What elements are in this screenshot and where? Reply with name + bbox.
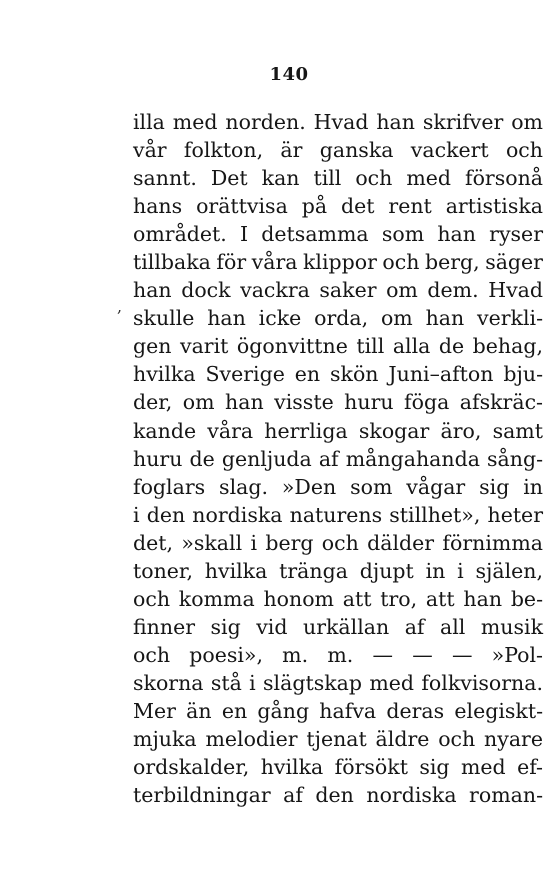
page-number: 140 <box>269 64 309 85</box>
text-line: terbildningar af den nordiska roman- <box>133 783 543 808</box>
text-line: kande våra herrliga skogar äro, samt <box>133 418 543 443</box>
body-text <box>133 108 543 809</box>
text-line: han dock vackra saker om dem. Hvad <box>133 278 543 303</box>
text-line: och poesi», m. m. — — — »Pol- <box>133 642 543 667</box>
text-line: hvilka Sverige en skön Juni–afton bju- <box>133 362 543 387</box>
text-line: området. I detsamma som han ryser <box>133 222 543 247</box>
text-line: hans orättvisa på det rent artistiska <box>133 194 543 219</box>
text-line: vår folkton, är ganska vackert och <box>133 138 543 163</box>
text-line: sannt. Det kan till och med försonå <box>133 166 543 191</box>
text-line: ordskalder, hvilka försökt sig med ef- <box>133 755 543 780</box>
text-line: toner, hvilka tränga djupt in i själen, <box>133 558 543 583</box>
text-line: foglars slag. »Den som vågar sig in <box>133 474 543 499</box>
margin-mark: , <box>117 297 123 316</box>
text-line: Mer än en gång hafva deras elegiskt- <box>133 698 543 723</box>
text-line: tillbaka för våra klippor och berg, säger <box>133 250 543 275</box>
text-line: mjuka melodier tjenat äldre och nyare <box>133 727 543 752</box>
text-line: i den nordiska naturens stillhet», heter <box>133 502 543 527</box>
text-line: gen varit ögonvittne till alla de behag, <box>133 334 543 359</box>
text-line: det, »skall i berg och dälder förnimma <box>133 530 543 555</box>
text-line: illa med norden. Hvad han skrifver om <box>133 110 543 134</box>
text-line: huru de genljuda af mångahanda sång- <box>133 446 543 471</box>
text-line: och komma honom att tro, att han be- <box>133 586 543 611</box>
text-line: skulle han icke orda, om han verkli- <box>133 306 543 331</box>
text-line: skorna stå i slägtskap med folkvisorna. <box>133 670 543 695</box>
text-line: der, om han visste huru föga afskräc- <box>133 390 543 415</box>
text-line: finner sig vid urkällan af all musik <box>133 614 543 639</box>
